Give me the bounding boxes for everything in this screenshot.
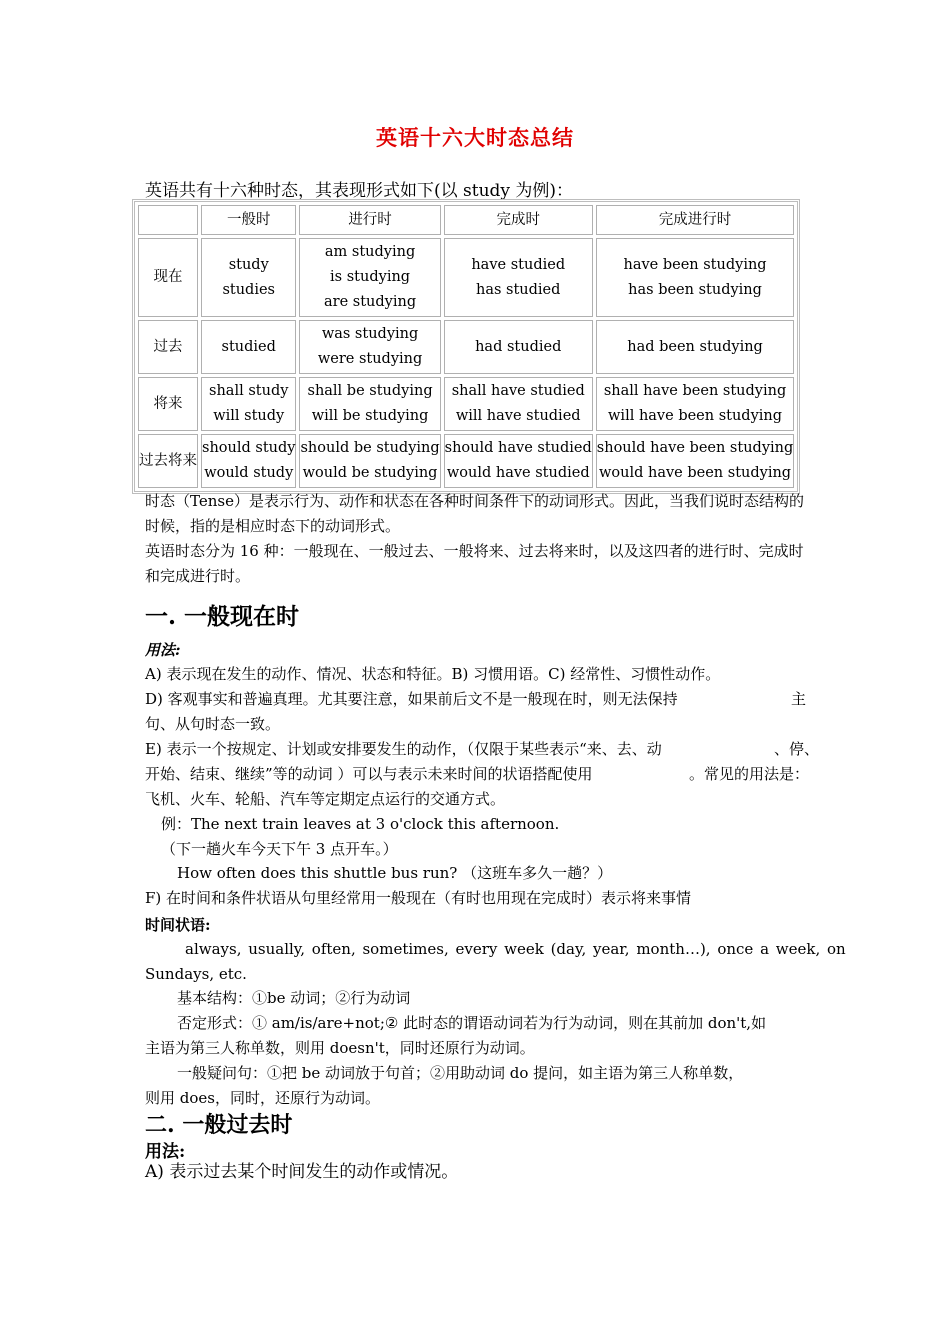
- table-cell-line: should study: [202, 440, 296, 456]
- table-cell: [299, 238, 440, 317]
- table-cell-line: will have been studying: [608, 408, 783, 424]
- table-cell: [444, 434, 593, 488]
- table-cell-line: studied: [221, 338, 276, 355]
- table-cell-line: shall study: [209, 383, 289, 399]
- negative-form-line1: 否定形式：① am/is/are+not;② 此时态的谓语动词若为行为动词，则在其前加 don't,如: [177, 1014, 767, 1032]
- usage-f: F) 在时间和条件状语从句里经常用一般现在（有时也用现在完成时）表示将来事情: [145, 889, 692, 907]
- time-adverbials-label: 时间状语:: [145, 916, 211, 934]
- table-header-cell: 完成进行时: [596, 205, 794, 235]
- usage-e-line2-end: 。常见的用法是：: [689, 765, 810, 783]
- table-cell-line: had been studying: [627, 338, 763, 355]
- table-row: [138, 434, 794, 488]
- example-1: 例：The next train leaves at 3 o'clock this afternoon.: [161, 815, 560, 833]
- table-header-cell: 进行时: [299, 205, 440, 235]
- table-cell-line: should be studying: [300, 440, 440, 456]
- table-cell: [596, 238, 794, 317]
- table-header-row: [138, 205, 794, 235]
- table-cell-line: will have studied: [455, 408, 581, 424]
- table-cell-line: am studying: [324, 244, 416, 260]
- table-cell-line: shall have been studying: [603, 383, 787, 399]
- table-cell-line: have studied: [471, 256, 566, 273]
- question-form-line2: 则用 does，同时，还原行为动词。: [145, 1089, 380, 1107]
- table-cell: [596, 434, 794, 488]
- section1-usage-label: 用法:: [145, 641, 181, 659]
- table-cell-line: would study: [204, 465, 294, 481]
- table-row: [138, 320, 794, 374]
- page-title: 英语十六大时态总结: [376, 125, 574, 150]
- table-cell: [201, 238, 296, 317]
- negative-form-line2: 主语为第三人称单数，则用 doesn't，同时还原行为动词。: [145, 1039, 535, 1057]
- classification-paragraph: 英语时态分为 16 种：一般现在、一般过去、一般将来、过去将来时，以及这四者的进行时、完成时和完成进行时。: [145, 542, 804, 585]
- table-cell-line: will be studying: [311, 408, 429, 424]
- example-1-translation: （下一趟火车今天下午 3 点开车。）: [161, 840, 398, 858]
- table-cell-line: would have been studying: [598, 465, 792, 481]
- question-form-line1: 一般疑问句：①把 be 动词放于句首；②用助动词 do 提问，如主语为第三人称单数，: [177, 1064, 744, 1082]
- tense-table: [132, 199, 800, 494]
- usage-e-line2: 开始、结束、继续”等的动词 ）可以与表示未来时间的状语搭配使用: [145, 765, 593, 783]
- usage-d-line1-end: 主: [791, 690, 807, 708]
- table-cell: [444, 377, 593, 431]
- table-cell-line: will study: [213, 408, 285, 424]
- table-row-label: 现在: [138, 238, 198, 317]
- table-cell-line: has studied: [476, 281, 561, 298]
- time-adverbials-line1: always, usually, often, sometimes, every week (day, year, month…), once a week, on: [185, 940, 846, 958]
- table-cell-line: have been studying: [623, 256, 767, 273]
- section2-heading: 二. 一般过去时: [145, 1112, 293, 1138]
- table-cell: [596, 377, 794, 431]
- table-cell-line: were studying: [317, 351, 423, 367]
- table-cell: [299, 377, 440, 431]
- table-cell-line: has been studying: [628, 281, 762, 298]
- table-header-cell: 完成时: [444, 205, 593, 235]
- table-cell: [201, 320, 296, 374]
- table-cell-line: should have studied: [444, 440, 592, 456]
- usage-e-line3: 飞机、火车、轮船、汽车等定期定点运行的交通方式。: [145, 790, 506, 808]
- usage-e-line1-end: 、停、: [774, 740, 820, 758]
- section1-heading: 一. 一般现在时: [145, 603, 300, 630]
- usage-d-line1: D) 客观事实和普遍真理。尤其要注意，如果前后文不是一般现在时，则无法保持: [145, 690, 678, 708]
- table-cell: [201, 434, 296, 488]
- usage-e-line1: E) 表示一个按规定、计划或安排要发生的动作，（仅限于某些表示“来、去、动: [145, 740, 662, 758]
- table-cell: [444, 320, 593, 374]
- table-cell-line: would be studying: [302, 465, 438, 481]
- section2-usage-label: 用法:: [145, 1142, 186, 1162]
- table-cell: [596, 320, 794, 374]
- table-cell: [299, 434, 440, 488]
- table-cell-line: study: [228, 256, 269, 273]
- table-cell-line: had studied: [475, 338, 562, 355]
- table-cell-line: shall have studied: [451, 383, 585, 399]
- table-cell: [299, 320, 440, 374]
- example-2: How often does this shuttle bus run? （这班车多久一趟？）: [177, 864, 613, 882]
- time-adverbials-line2: Sundays, etc.: [145, 965, 247, 983]
- section2-usage-a: A) 表示过去某个时间发生的动作或情况。: [145, 1162, 459, 1182]
- table-row-label: 将来: [138, 377, 198, 431]
- usage-a: A) 表示现在发生的动作、情况、状态和特征。B) 习惯用语。C) 经常性、习惯性动作。: [145, 665, 721, 683]
- table-cell-line: would have studied: [446, 465, 590, 481]
- table-cell-line: studies: [222, 281, 276, 298]
- table-row: [138, 238, 794, 317]
- table-row-label: 过去: [138, 320, 198, 374]
- table-cell-line: is studying: [330, 269, 411, 285]
- basic-structure: 基本结构：①be 动词；②行为动词: [177, 989, 411, 1007]
- table-cell: [201, 377, 296, 431]
- table-cell-line: should have been studying: [596, 440, 794, 456]
- table-cell: [444, 238, 593, 317]
- table-cell-line: was studying: [321, 326, 419, 342]
- table-corner-cell: [138, 205, 198, 235]
- definition-paragraph: 时态（Tense）是表示行为、动作和状态在各种时间条件下的动词形式。因此，当我们说时态结构的时候，指的是相应时态下的动词形式。: [145, 492, 804, 535]
- usage-d-line2: 句、从句时态一致。: [145, 715, 281, 733]
- table-row-label: 过去将来: [138, 434, 198, 488]
- table-cell-line: are studying: [324, 294, 417, 310]
- table-header-cell: 一般时: [201, 205, 296, 235]
- table-row: [138, 377, 794, 431]
- intro-text: 英语共有十六种时态，其表现形式如下(以 study 为例)：: [145, 181, 574, 201]
- table-cell-line: shall be studying: [307, 383, 433, 399]
